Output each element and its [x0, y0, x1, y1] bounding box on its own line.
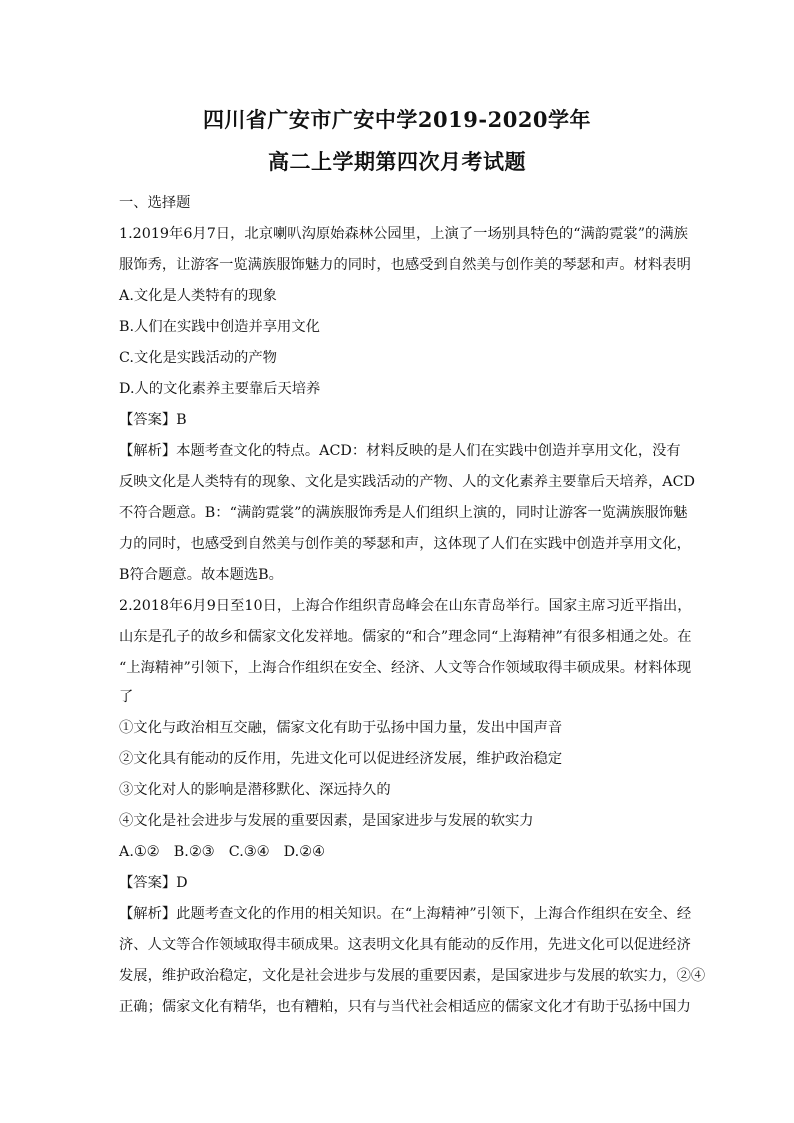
q1-analysis-line5: B符合题意。故本题选B。	[119, 567, 283, 583]
exam-title-line2: 高二上学期第四次月考试题	[268, 149, 526, 174]
q1-analysis-line4: 力的同时，也感受到自然美与创作美的琴瑟和声，这体现了人们在实践中创造并享用文化，	[119, 536, 691, 552]
q2-item-1: ①文化与政治相互交融，儒家文化有助于弘扬中国力量，发出中国声音	[119, 720, 563, 736]
q2-item-3: ③文化对人的影响是潜移默化、深远持久的	[119, 782, 391, 798]
q1-analysis-line1: 【解析】本题考查文化的特点。ACD：材料反映的是人们在实践中创造并享用文化，没有	[119, 443, 681, 459]
q2-analysis-line4: 正确；儒家文化有精华，也有糟粕，只有与当代社会相适应的儒家文化才有助于弘扬中国力	[119, 999, 691, 1015]
q1-analysis-line2: 反映文化是人类特有的现象、文化是实践活动的产物、人的文化素养主要靠后天培养，ACD	[119, 474, 696, 490]
q2-options: A.①② B.②③ C.③④ D.②④	[119, 844, 325, 860]
q1-option-a: A.文化是人类特有的现象	[119, 288, 277, 304]
q2-answer: 【答案】D	[119, 875, 188, 891]
q2-analysis-line3: 发展，维护政治稳定，文化是社会进步与发展的重要因素，是国家进步与发展的软实力，②④	[119, 968, 706, 984]
q1-stem-line2: 服饰秀，让游客一览满族服饰魅力的同时，也感受到自然美与创作美的琴瑟和声。材料表明	[119, 257, 691, 273]
section-header: 一、选择题	[119, 195, 191, 211]
q2-stem-line3: “上海精神”引领下，上海合作组织在安全、经济、人文等合作领域取得丰硕成果。材料体现	[119, 660, 692, 676]
q1-option-d: D.人的文化素养主要靠后天培养	[119, 381, 321, 397]
q2-analysis-line2: 济、人文等合作领域取得丰硕成果。这表明文化具有能动的反作用，先进文化可以促进经济	[119, 937, 691, 953]
q1-option-b: B.人们在实践中创造并享用文化	[119, 319, 320, 335]
q1-option-c: C.文化是实践活动的产物	[119, 350, 277, 366]
q2-stem-line4: 了	[119, 689, 134, 705]
q1-stem-line1: 1.2019年6月7日，北京喇叭沟原始森林公园里，上演了一场别具特色的“满韵霓裳”的满族	[119, 226, 688, 242]
exam-title-line1: 四川省广安市广安中学2019-2020学年	[202, 107, 592, 132]
q2-stem-line1: 2.2018年6月9日至10日，上海合作组织青岛峰会在山东青岛举行。国家主席习近平指出，	[119, 598, 692, 614]
q2-item-2: ②文化具有能动的反作用，先进文化可以促进经济发展，维护政治稳定	[119, 751, 563, 767]
q2-item-4: ④文化是社会进步与发展的重要因素，是国家进步与发展的软实力	[119, 813, 534, 829]
q2-stem-line2: 山东是孔子的故乡和儒家文化发祥地。儒家的“和合”理念同“上海精神”有很多相通之处。在	[119, 629, 692, 645]
q2-analysis-line1: 【解析】此题考查文化的作用的相关知识。在“上海精神”引领下，上海合作组织在安全、经	[119, 906, 692, 922]
q1-answer: 【答案】B	[119, 412, 187, 428]
q1-analysis-line3: 不符合题意。B：“满韵霓裳”的满族服饰秀是人们组织上演的，同时让游客一览满族服饰魅	[119, 505, 688, 521]
